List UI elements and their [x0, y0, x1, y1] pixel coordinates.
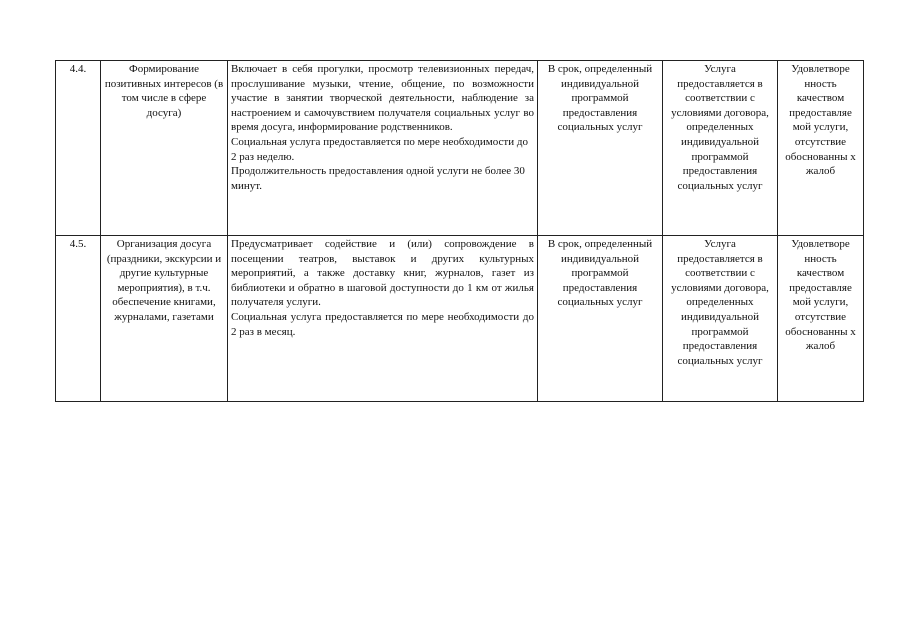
services-table	[55, 60, 864, 402]
service-name: Организация досуга (праздники, экскурсии и другие культурные мероприятия), в т.ч. обеспечение книгами, журналами, газетами	[101, 236, 228, 402]
service-conditions: Услуга предоставляется в соответствии с условиями договора, определенных индивидуальной программой предоставления социальных услуг	[663, 236, 778, 402]
description-paragraph: Социальная услуга предоставляется по мере необходимости до 2 раз в месяц.	[231, 310, 534, 338]
description-paragraph: Продолжительность предоставления одной услуги не более 30 минут.	[231, 165, 525, 192]
service-description	[228, 236, 538, 402]
service-number: 4.4.	[56, 61, 101, 236]
service-quality: Удовлетворе нность качеством предоставляе мой услуги, отсутствие обоснованны х жалоб	[778, 61, 864, 236]
service-number: 4.5.	[56, 236, 101, 402]
description-paragraph: Предусматривает содействие и (или) сопровождение в посещении театров, выставок и других культурных мероприятий, а также доставку книг, журналов, газет из библиотеки и обратно в шаговой доступности до 1 км от жилья получателя услуги.	[231, 238, 534, 309]
description-paragraph: Включает в себя прогулки, просмотр телевизионных передач, прослушивание музыки, чтение, общение, по возможности участие в занятии творческой деятельности, наблюдение за настроением и самочувствием получателя социальных услуг во время досуга, информирование родственников.	[231, 63, 534, 134]
service-name: Формирование позитивных интересов (в том числе в сфере досуга)	[101, 61, 228, 236]
table-row	[56, 61, 864, 236]
description-paragraph: Социальная услуга предоставляется по мере необходимости до 2 раз неделю.	[231, 135, 528, 163]
service-term: В срок, определенный индивидуальной программой предоставления социальных услуг	[538, 61, 663, 236]
service-term: В срок, определенный индивидуальной программой предоставления социальных услуг	[538, 236, 663, 402]
service-description	[228, 61, 538, 236]
service-conditions: Услуга предоставляется в соответствии с условиями договора, определенных индивидуальной программой предоставления социальных услуг	[663, 61, 778, 236]
table-row	[56, 236, 864, 402]
service-quality: Удовлетворе нность качеством предоставляе мой услуги, отсутствие обоснованны х жалоб	[778, 236, 864, 402]
